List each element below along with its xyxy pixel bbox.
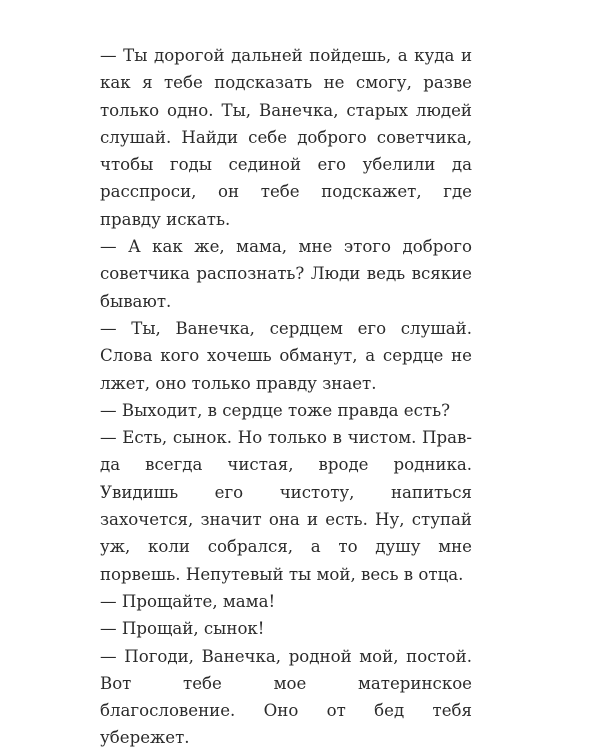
paragraph-7: — Прощай, сынок! xyxy=(100,619,265,639)
paragraph-6: — Прощайте, мама! xyxy=(100,591,276,611)
paragraph-3: — Ты, Ванечка, сердцем его слушай. Слова кого хочешь обманут, а сердце не лжет, оно только правду знает. xyxy=(100,318,472,393)
paragraph-4: — Выходит, в сердце тоже правда есть? xyxy=(100,400,451,420)
paragraph-2: — А как же, мама, мне этого доброго советчика распознать? Люди ведь всякие бывают. xyxy=(100,237,472,311)
paragraph-1: — Ты дорогой дальней пойдешь, а куда и как я тебе подсказать не смогу, разве только одно. Ты, Ванечка, старых людей слушай. Найди себе доброго советчика, чтобы годы сединой его убелили да расспроси, он тебе подскажет, где правду искать. xyxy=(100,46,472,229)
paragraph-8: — Погоди, Ванечка, родной мой, постой. Вот тебе мое материнское благословение. Оно от бед тебя убережет. xyxy=(100,646,472,748)
paragraph-5: — Есть, сынок. Но только в чистом. Правда всегда чистая, вроде родника. Увидишь его чистоту, напиться захочется, значит она и есть. Ну, ступай уж, коли собрался, а то душу мне порвешь. Непутевый ты мой, весь в отца. xyxy=(100,428,472,584)
body-text xyxy=(100,42,472,752)
